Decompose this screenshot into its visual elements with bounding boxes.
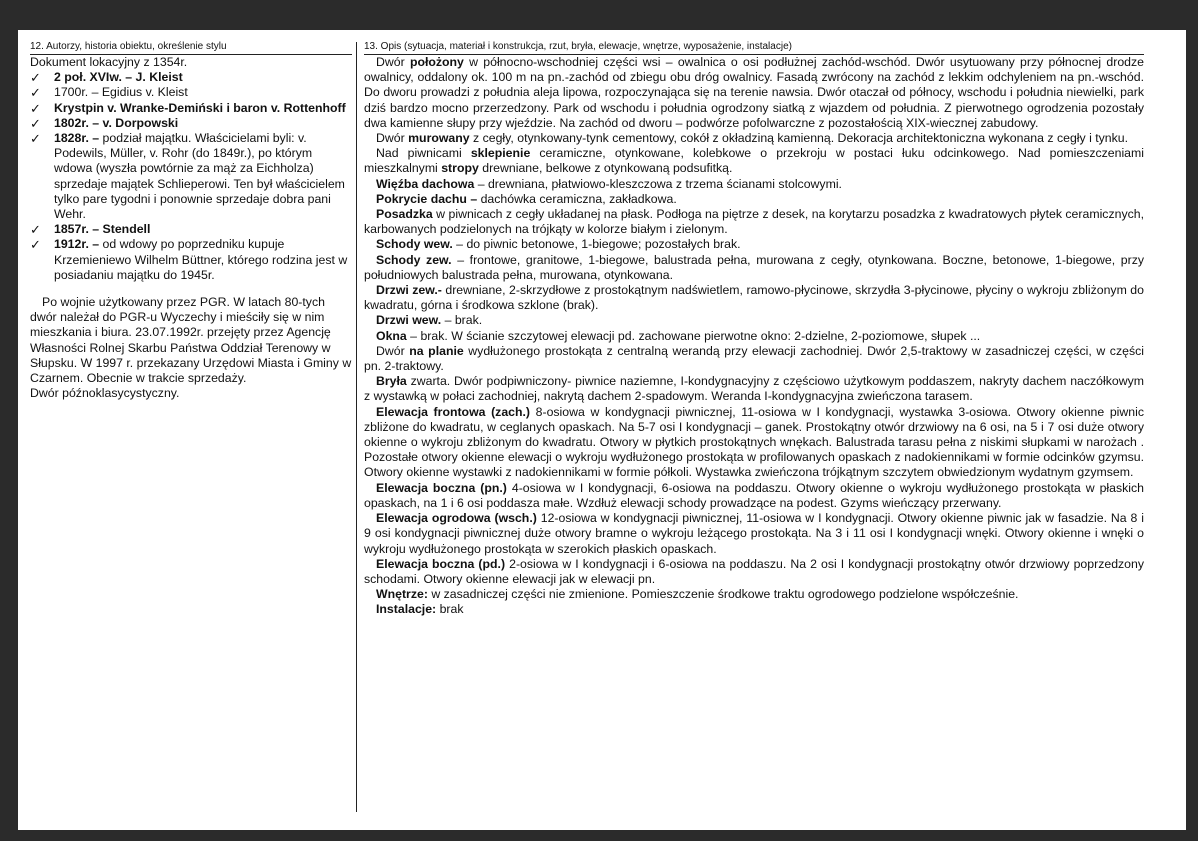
checkmark-icon: ✓ <box>30 85 41 101</box>
history-text: 1912r. – od wdowy po poprzedniku kupuje Krzemieniewo Wilhelm Büttner, którego rodzina jest w posiadaniu majątku do 1945r. <box>54 237 348 282</box>
document-sheet <box>18 30 1186 830</box>
history-text: Krystpin v. Wranke-Demiński i baron v. Rottenhoff <box>54 100 346 115</box>
history-text: 1828r. – podział majątku. Właścicielami byli: v. Podewils, Müller, v. Rohr (do 1849r.), po którym wdowa (wyszła powtórnie za mąż za Eichholza) sprzedaje majątek Schlieperowi. Ten był właścicielem tylko pare tygodni i ponownie sprzedaje dobra pani Wehr. <box>54 131 345 222</box>
left-text <box>30 55 352 401</box>
description-paragraph: Drzwi wew. – brak. <box>376 313 483 328</box>
description-paragraph: Pokrycie dachu – dachówka ceramiczna, zakładkowa. <box>376 191 677 206</box>
description-paragraph: Elewacja ogrodowa (wsch.) 12-osiowa w kondygnacji piwnicznej, 11-osiowa w I kondygnacji. Otwory okienne piwnic jak w fasadzie. Na 8 i 9 osi kondygnacji piwnicznej duże otwory bramne o wykroju leżącego prostokąta. Na 3 i 11 osi I kondygnacji wnęki. Otwory okienne i wnęki o wykroju wydłużonego prostokąta w szerokich płaskich opaskach. <box>364 511 1144 556</box>
description-paragraph: Dwór murowany z cegły, otynkowany-tynk cementowy, cokół z okładziną kamienną. Dekoracja architektoniczna wykonana z cegły i tynku. <box>376 131 1129 146</box>
history-item <box>30 131 352 222</box>
postwar-paragraph: Po wojnie użytkowany przez PGR. W latach 80-tych dwór należał do PGR-u Wyczechy i mieściły się w nim mieszkania i biura. 23.07.1992r. przejęty przez Agencję Własności Rolnej Skarbu Państwa Oddział Terenowy w Słupsku. W 1997 r. przekazany Urzędowi Miasta i Gminy w Czarnem. Obecnie w trakcie sprzedaży. <box>30 295 352 386</box>
section-12-header: 12. Autorzy, historia obiektu, określenie stylu <box>30 41 352 55</box>
history-text: 1700r. – Egidius v. Kleist <box>54 85 188 100</box>
description-paragraph: Okna – brak. W ścianie szczytowej elewacji pd. zachowane pierwotne okno: 2-dzielne, 2-poziomowe, słupek ... <box>376 328 981 343</box>
description-paragraph: Dwór na planie wydłużonego prostokąta z centralną werandą przy elewacji zachodniej. Dwór 2,5-traktowy w zasadniczej części, w części pn. 2-traktowy. <box>364 343 1144 374</box>
description-paragraph: Drzwi zew.- drewniane, 2-skrzydłowe z prostokątnym nadświetlem, ramowo-płycinowe, skrzydła 3-płycinowe, płyciny o wykroju zbliżonym do kwadratu, górna i środkowa szklone (brak). <box>364 283 1144 313</box>
section-13-header: 13. Opis (sytuacja, materiał i konstrukcja, rzut, bryła, elewacje, wnętrze, wyposażenie, instalacje) <box>364 41 1144 55</box>
left-column <box>30 30 352 401</box>
description-paragraph: Posadzka w piwnicach z cegły układanej na płask. Podłoga na piętrze z desek, na korytarzu posadzka z kwadratowych płytek ceramicznych, karbowanych podzielonych na trójkąty w kolorze białym i zielonym. <box>364 207 1144 237</box>
intro-line: Dokument lokacyjny z 1354r. <box>30 55 188 69</box>
description-paragraph: Bryła zwarta. Dwór podpiwniczony- piwnice naziemne, I-kondygnacyjny z częściowo użytkowym poddaszem, nakryty dachem naczółkowym z wystawką w połaci zachodniej, nakrytą dachem 2-spadowym. Weranda I-kondygnacyjna zwieńczona tarasem. <box>364 374 1144 404</box>
description-paragraph: Elewacja frontowa (zach.) 8-osiowa w kondygnacji piwnicznej, 11-osiowa w I kondygnacji, wystawka 3-osiowa. Otwory okienne piwnic zbliżone do kwadratu, w ceglanych opaskach. Na 5-7 osi I kondygnacji – ganek. Prostokątny otwór drzwiowy na 6 osi, na 5 i 7 osi duże otwory okienne o wykroju zbliżonym do kwadratu. Otwory w płytkich prostokątnych wnękach. Balustrada tarasu pełna z niskimi słupkami w narożach . Pozostałe otwory okienne elewacji o wykroju wydłużonego prostokąta w profilowanych opaskach z nadokiennikami w formie odcinków gzymsu. Otwory okienne wystawki z nadokiennikami w formie półkoli. Wystawka zwieńczona trójkątnym szczytem obwiedzionym wydatnym gzymsem. <box>364 404 1144 480</box>
style-line: Dwór późnoklasycystyczny. <box>30 386 180 401</box>
history-item <box>30 85 352 100</box>
history-text: 2 poł. XVIw. – J. Kleist <box>54 70 183 85</box>
description-paragraph: Dwór położony w północno-wschodniej części wsi – owalnica o osi podłużnej zachód-wschód. Dwór usytuowany przy północnej drodze owalnicy, oddalony ok. 100 m na pn.-zachód od zbiegu obu dróg owalnicy. Fasadą zwrócony na zachód z lekkim odchyleniem na pn.-wschód. Do dworu prowadzi z południa aleja lipowa, rozpoczynająca się na terenie nawsia. Dwór otaczał od północy, wschodu i południa niewielki, park dziś bardzo mocno przerzedzony. Park od wschodu i południa ogrodzony siatką z wjazdem od południa. Z pierwotnego ogrodzenia pozostały dwa kamienne słupy przy wjeździe. Na zachód od dworu – podwórze pofolwarczne z pozostałością XIX-wiecznej zabudowy. <box>364 55 1144 130</box>
checkmark-icon: ✓ <box>30 115 41 131</box>
description-paragraph: Nad piwnicami sklepienie ceramiczne, otynkowane, kolebkowe o przekroju w postaci łuku odcinkowego. Nad pomieszczeniami mieszkalnymi stropy drewniane, belkowe z otynkowaną podsufitką. <box>364 146 1144 176</box>
description-paragraph: Wnętrze: w zasadniczej części nie zmienione. Pomieszczenie środkowe traktu ogrodowego podzielone współcześnie. <box>376 587 1019 602</box>
history-item <box>30 237 352 283</box>
checkmark-icon: ✓ <box>30 70 41 86</box>
history-item <box>30 70 352 85</box>
right-column <box>364 30 1144 618</box>
description-paragraph: Schody wew. – do piwnic betonowe, 1-biegowe; pozostałych brak. <box>376 237 741 252</box>
description-paragraph: Instalacje: brak <box>376 602 464 617</box>
description-paragraph: Schody zew. – frontowe, granitowe, 1-biegowe, balustrada pełna, murowana z cegły, otynkowana. Boczne, betonowe, 1-biegowe, przy południowych balustrada pełna, murowana, otynkowana. <box>364 252 1144 282</box>
history-item <box>30 222 352 237</box>
checkmark-icon: ✓ <box>30 100 41 116</box>
description-paragraph: Elewacja boczna (pd.) 2-osiowa w I kondygnacji i 6-osiowa na poddaszu. Na 2 osi I kondygnacji prostokątny otwór drzwiowy poprzedzony schodami. Otwory okienne elewacji jak w elewacji pn. <box>364 556 1145 586</box>
checkmark-icon: ✓ <box>30 237 41 253</box>
description-text <box>364 55 1144 618</box>
description-paragraph: Więźba dachowa – drewniana, płatwiowo-kleszczowa z trzema ścianami stolcowymi. <box>376 176 842 191</box>
history-text: 1802r. – v. Dorpowski <box>54 115 179 130</box>
checkmark-icon: ✓ <box>30 131 41 147</box>
history-list <box>30 70 352 283</box>
description-paragraph: Elewacja boczna (pn.) 4-osiowa w I kondygnacji, 6-osiowa na poddaszu. Otwory okienne o wykroju wydłużonego prostokąta w płaskich opaskach, na 1 i 6 osi poddasza małe. Wzdłuż elewacji schody prowadzące na podest. Gzyms wieńczący przerwany. <box>364 480 1144 510</box>
history-item <box>30 116 352 131</box>
checkmark-icon: ✓ <box>30 222 41 238</box>
column-divider <box>356 42 357 812</box>
history-text: 1857r. – Stendell <box>54 222 151 237</box>
history-item <box>30 101 352 116</box>
